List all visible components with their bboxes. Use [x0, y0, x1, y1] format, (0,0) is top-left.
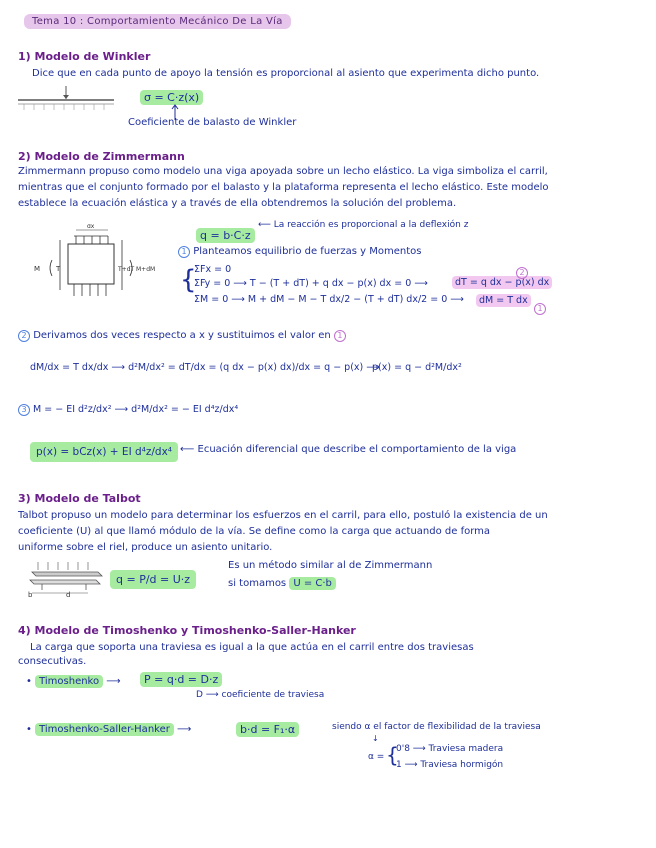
eq-m: ΣM = 0 ⟶ M + dM − M − T dx/2 − (T + dT) dx/2 = 0 ⟶	[194, 294, 464, 305]
zimmermann-reaction-note: ⟵ La reacción es proporcional a la deflexión z	[258, 220, 469, 230]
timoshenko-formula: P = q·d = D·z	[140, 672, 222, 687]
zimmermann-line-2: mientras que el conjunto formado por el balasto y la plataforma representa el lecho elástico. Este modelo	[18, 182, 549, 193]
talbot-label-b: b	[28, 591, 33, 598]
alpha-arrow: ↓	[372, 734, 379, 743]
eq-fx: ΣFx = 0	[194, 264, 232, 275]
rail-diagram	[28, 560, 104, 598]
derivation-result: p(x) = q − d²M/dx²	[372, 362, 462, 373]
step-circle-2: 2	[18, 330, 30, 342]
talbot-note-1: Es un método similar al de Zimmermann	[228, 560, 433, 571]
timoshenko-line-2: consecutivas.	[18, 656, 87, 667]
alpha-concrete: 1 ⟶ Traviesa hormigón	[396, 760, 504, 770]
final-equation-note: ⟵ Ecuación diferencial que describe el comportamiento de la viga	[180, 444, 517, 455]
label-T-dT: T+dT	[118, 266, 135, 273]
alpha-wood: 0'8 ⟶ Traviesa madera	[396, 744, 504, 754]
winkler-note: Coeficiente de balasto de Winkler	[128, 117, 297, 128]
timoshenko-heading: 4) Modelo de Timoshenko y Timoshenko-Saller-Hanker	[18, 624, 356, 637]
eq-m-result: dM = T dx	[476, 294, 531, 307]
talbot-heading: 3) Modelo de Talbot	[18, 492, 141, 505]
zimmermann-heading: 2) Modelo de Zimmermann	[18, 150, 185, 163]
label-T: T	[56, 265, 61, 273]
label-M: M	[34, 265, 41, 273]
eq-fy-result: dT = q dx − p(x) dx	[452, 276, 552, 289]
tsh-note: siendo α el factor de flexibilidad de la traviesa	[332, 722, 541, 732]
final-equation: p(x) = bCz(x) + EI d⁴z/dx⁴	[30, 442, 178, 462]
talbot-line-2: coeficiente (U) al que llamó módulo de la vía. Se define como la carga que actuando de forma	[18, 526, 491, 537]
derivation: dM/dx = T dx/dx ⟶ d²M/dx² = dT/dx = (q dx − p(x) dx)/dx = q − p(x) ⟶	[30, 362, 380, 373]
winkler-heading: 1) Modelo de Winkler	[18, 50, 151, 63]
zimmermann-step1: 1 Planteamos equilibrio de fuerzas y Momentos	[178, 246, 422, 258]
talbot-U-highlight: U = C·b	[289, 577, 336, 590]
step-circle-1: 1	[178, 246, 190, 258]
page-title: Tema 10 : Comportamiento Mecánico De La Vía	[24, 14, 291, 29]
eq-m-circle: 1	[534, 296, 546, 315]
zimmermann-line-3: establece la ecuación elástica y a través de ella obtendremos la solución del problema.	[18, 198, 457, 209]
winkler-text: Dice que en cada punto de apoyo la tensión es proporcional al asiento que experimenta dicho punto.	[32, 68, 540, 79]
talbot-line-3: uniforme sobre el riel, produce un asiento unitario.	[18, 542, 273, 553]
alpha-brace: {	[386, 743, 399, 767]
winkler-diagram	[16, 86, 116, 118]
timoshenko-item-2: • Timoshenko-Saller-Hanker ⟶	[26, 724, 192, 735]
timoshenko-item-1: • Timoshenko ⟶	[26, 676, 121, 687]
winkler-formula: σ = C·z(x)	[140, 90, 203, 105]
talbot-line-1: Talbot propuso un modelo para determinar los esfuerzos en el carril, para ello, postuló la existencia de un	[18, 510, 548, 521]
eq-fy: ΣFy = 0 ⟶ T − (T + dT) + q dx − p(x) dx = 0 ⟶	[194, 278, 428, 289]
zimmermann-step2: 2 Derivamos dos veces respecto a x y sustituimos el valor en 1	[18, 330, 346, 342]
zimmermann-step3: 3 M = − EI d²z/dx² ⟶ d²M/dx² = − EI d⁴z/dx⁴	[18, 404, 238, 416]
step-circle-3: 3	[18, 404, 30, 416]
zimmermann-formula: q = b·C·z	[196, 228, 255, 243]
talbot-label-d: d	[66, 591, 71, 598]
beam-element-diagram	[16, 224, 166, 304]
talbot-note-2: si tomamos U = C·b	[228, 578, 336, 589]
alpha-label: α =	[368, 752, 385, 762]
label-dx: dx	[87, 224, 95, 230]
brace: {	[180, 265, 197, 295]
timoshenko-note: D ⟶ coeficiente de traviesa	[196, 690, 325, 700]
label-M-dM: M+dM	[136, 266, 156, 273]
timoshenko-line-1: La carga que soporta una traviesa es igual a la que actúa en el carril entre dos traviesas	[30, 642, 474, 653]
eq-fy-circle: 2	[516, 260, 528, 279]
talbot-formula: q = P/d = U·z	[110, 570, 196, 589]
tsh-formula: b·d = F₁·α	[236, 722, 299, 737]
zimmermann-line-1: Zimmermann propuso como modelo una viga apoyada sobre un lecho elástico. La viga simboliza el carril,	[18, 166, 548, 177]
